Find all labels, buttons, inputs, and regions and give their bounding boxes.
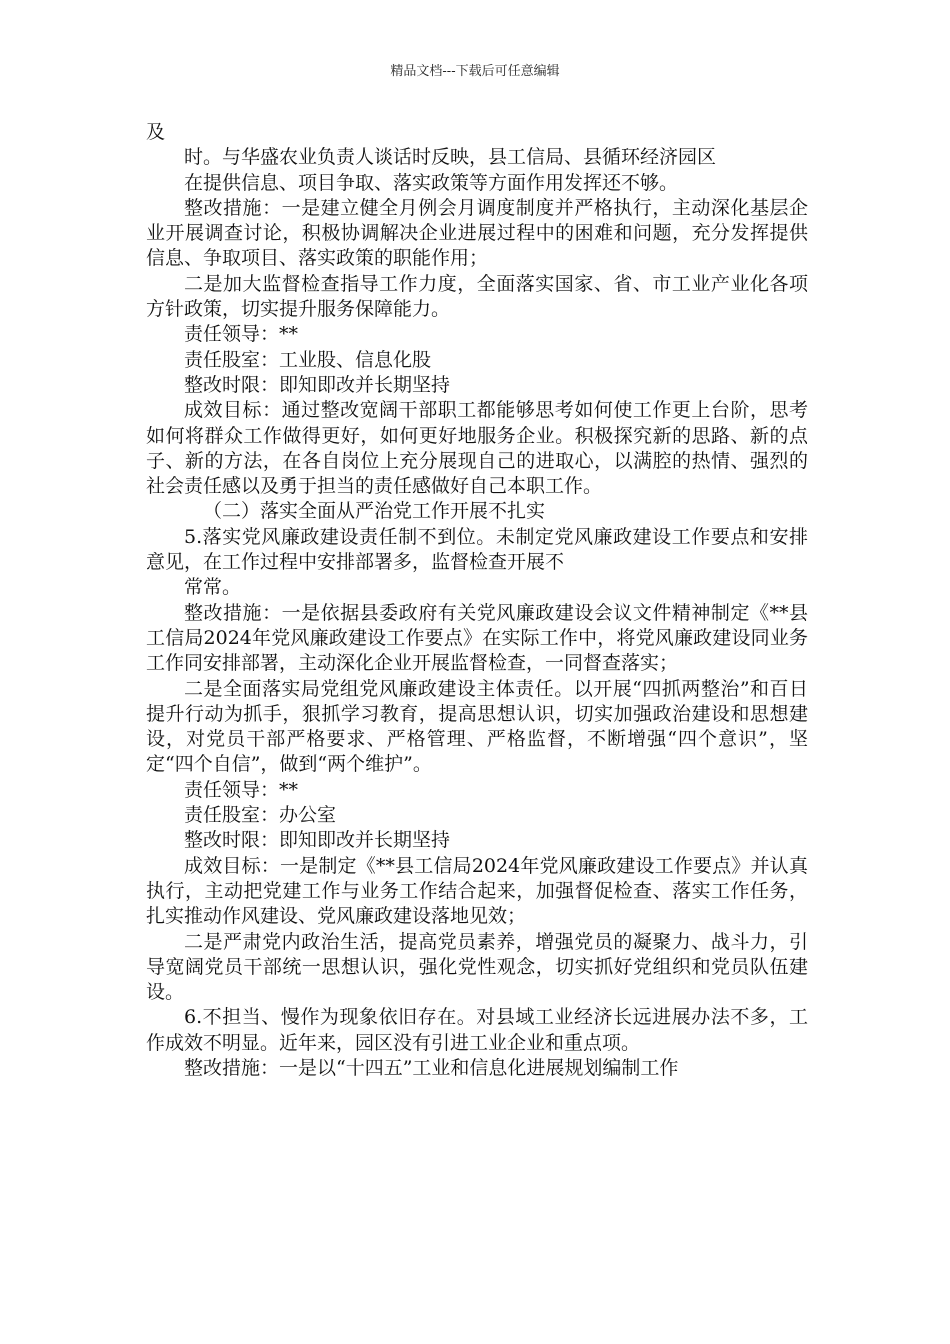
paragraph-3: 在提供信息、项目争取、落实政策等方面作用发挥还不够。	[184, 171, 679, 194]
paragraph-12: 常常。	[184, 576, 242, 599]
paragraph-5: 二是加大监督检查指导工作力度，全面落实国家、省、市工业产业化各项方针政策，切实提升服务保障能力。	[146, 272, 808, 321]
paragraph-11: 5.落实党风廉政建设责任制不到位。未制定党风廉政建设工作要点和安排意见，在工作过程中安排部署多，监督检查开展不	[146, 525, 808, 574]
paragraph-21: 整改措施：一是以“十四五”工业和信息化进展规划编制工作	[184, 1056, 679, 1079]
paragraph-4: 整改措施：一是建立健全月例会月调度制度并严格执行，主动深化基层企业开展调查讨论，积极协调解决企业进展过程中的困难和问题，充分发挥提供信息、争取项目、落实政策的职能作用；	[146, 196, 808, 270]
paragraph-16: 责任股室：办公室	[184, 804, 337, 827]
paragraph-7: 责任股室：工业股、信息化股	[184, 348, 432, 371]
paragraph-6: 责任领导：**	[184, 323, 299, 346]
paragraph-9: 成效目标：通过整改宽阔干部职工都能够思考如何使工作更上台阶，思考如何将群众工作做得更好，如何更好地服务企业。积极探究新的思路、新的点子、新的方法，在各自岗位上充分展现自己的进取心，以满腔的热情、强烈的社会责任感以及勇于担当的责任感做好自己本职工作。	[146, 399, 808, 498]
paragraph-8: 整改时限：即知即改并长期坚持	[184, 373, 451, 396]
section-heading: （二）落实全面从严治党工作开展不扎实	[203, 500, 546, 523]
document-body	[146, 120, 808, 1081]
paragraph-17: 整改时限：即知即改并长期坚持	[184, 829, 451, 852]
paragraph-1: 及	[146, 121, 166, 143]
paragraph-18: 成效目标：一是制定《**县工信局2024年党风廉政建设工作要点》并认真执行，主动把党建工作与业务工作结合起来，加强督促检查、落实工作任务，扎实推动作风建设、党风廉政建设落地见效；	[146, 854, 808, 928]
paragraph-13: 整改措施：一是依据县委政府有关党风廉政建设会议文件精神制定《**县工信局2024年党风廉政建设工作要点》在实际工作中，将党风廉政建设同业务工作同安排部署，主动深化企业开展监督检查，一同督查落实；	[146, 601, 808, 675]
paragraph-15: 责任领导：**	[184, 778, 299, 801]
paragraph-14: 二是全面落实局党组党风廉政建设主体责任。以开展“四抓两整治”和百日提升行动为抓手，狠抓学习教育，提高思想认识，切实加强政治建设和思想建设，对党员干部严格要求、严格管理、严格监督，不断增强“四个意识”，坚定“四个自信”，做到“两个维护”。	[146, 677, 808, 776]
paragraph-2: 时。与华盛农业负责人谈话时反映，县工信局、县循环经济园区	[184, 146, 717, 169]
paragraph-19: 二是严肃党内政治生活，提高党员素养，增强党员的凝聚力、战斗力，引导宽阔党员干部统一思想认识，强化党性观念，切实抓好党组织和党员队伍建设。	[146, 930, 808, 1004]
paragraph-20: 6.不担当、慢作为现象依旧存在。对县域工业经济长远进展办法不多，工作成效不明显。近年来，园区没有引进工业企业和重点项。	[146, 1006, 808, 1054]
page-header: 精品文档---下载后可任意编辑	[390, 64, 560, 79]
